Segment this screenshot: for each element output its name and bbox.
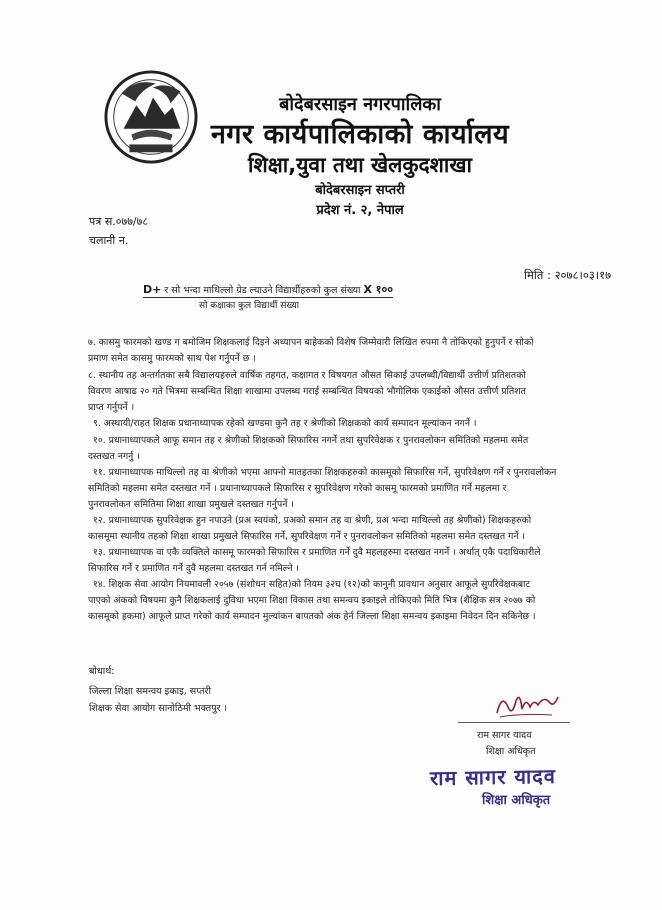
- signature-line: [458, 722, 570, 723]
- cc-item: शिक्षक सेवा आयोग सानोठिमी भक्तपुर ।: [89, 703, 228, 714]
- body-line: ७. कासमु फारमको खण्ड ग बमोजिम शिक्षकलाई दिइने अध्यापन बाहेकको विशेष जिम्मेवारी लिखित रुपमा नै तोकिएको हुनुपर्ने र सोको: [88, 337, 534, 348]
- signatory-title: शिक्षा अधिकृत: [486, 746, 536, 757]
- signatory-name: राम सागर यादव: [477, 730, 532, 741]
- title-stamp: शिक्षा अधिकृत: [482, 793, 551, 808]
- body-line: कासमूको हकमा) आफूले प्राप्त गरेको कार्य सम्पादन मुल्यांकन बापतको अंक हेर्न जिल्ला शिक्षा समन्वय इकाइमा निवेदन दिन सकिनेछ ।: [88, 611, 536, 622]
- cc-item: जिल्ला शिक्षा समन्वय इकाइ, सप्तरी: [89, 686, 211, 697]
- office-place: बोदेबरसाइन सप्तरी: [315, 183, 405, 198]
- body-line: पुनरावलोकन समितिमा शिक्षा शाखा प्रमुखले दस्तखत गर्नुपर्ने ।: [88, 499, 294, 510]
- body-line: कासमूमा स्थानीय तहको शिक्षा शाखा प्रमुखले सिफारिस गर्ने, सुपरिवेक्षण गर्ने र पुनरावलोकन समितिको महलमा समेत दस्तखत गर्ने ।: [88, 531, 525, 542]
- body-line: १४. शिक्षक सेवा आयोग नियमावली २०५७ (संशोधन सहित)को नियम ३२घ (१२)को कानुनी प्रावधान अनुसार आफूले सुपरिवेक्षकबाट: [93, 579, 531, 590]
- body-line: दस्तखत नगर्नु ।: [88, 451, 140, 462]
- body-line: सिफारिस गर्ने र प्रमाणित गर्ने दुवै महलमा दस्तखत गर्न नमिल्ने ।: [88, 563, 300, 574]
- body-line: १२. प्रधानाध्यापक सुपरिवेक्षक हुन नपाउने (प्रअ स्वयंको, प्रअको समान तह वा श्रेणी, प्रअ भन्दा माथिल्लो तह श्रेणीको) शिक्षकहरुको: [93, 515, 532, 526]
- letter-date: मिति : २०७८।०३।१७: [524, 268, 612, 282]
- letter-number: पत्र स.०७७/७८: [89, 215, 149, 228]
- body-line: ८. स्थानीय तह अन्तर्गतका सबै विद्यालयहरुले वार्षिक तहगत, कक्षागत र विषयगत औसत सिकाई उपलब्धी/विद्यार्थी उत्तीर्ण प्रतिशतको: [88, 370, 526, 381]
- body-line: पाएको अंकको विषयमा कुनै शिक्षकलाई दुविधा भएमा शिक्षा विकास तथा समन्वय इकाइले तोकिएको मिति भित्र (शैक्षिक सत्र २०७७ को: [88, 595, 536, 606]
- office-name: नगर कार्यपालिकाको कार्यालय: [210, 119, 510, 150]
- body-line: विवरण आषाढ २० गते भित्रमा सम्बन्धित शिक्षा शाखामा उपलब्ध गराई सम्बन्धित विषयको भौगोलिक एकाईको औसत उत्तीर्ण प्रतिशत: [88, 386, 526, 397]
- name-stamp: राम सागर यादव: [429, 763, 557, 791]
- formula-prefix: D+: [143, 283, 162, 296]
- section-name: शिक्षा,युवा तथा खेलकुदशाखा: [248, 153, 472, 177]
- handwritten-signature: [492, 683, 562, 723]
- body-line: प्राप्त गर्नुपर्ने ।: [88, 402, 135, 413]
- body-line: ११. प्रधानाध्यापक माथिल्लो तह वा श्रेणीको भएमा आफ्नो मातहतका शिक्षकहरुको कासमूको सिफारिस गर्ने, सुपरिवेक्षण गर्ने र पुनरावलोकन: [93, 467, 557, 478]
- body-line: प्रमाण समेत कासमु फारमको साथ पेश गर्नुपर्ने छ ।: [88, 353, 256, 364]
- body-line: ९. अस्थायी/राहत शिक्षक प्रधानाध्यापक रहेको खण्डमा कुनै तह र श्रेणीको शिक्षकको कार्य सम्पादन मूल्यांकन नगर्ने ।: [93, 418, 477, 429]
- formula-multiplier: X १००: [363, 283, 393, 296]
- body-line: समितिको महलमा समेत दस्तखत गर्ने । प्रधानाध्यापकले सिफारिस र सुपरिवेक्षण गरेको कासमू फारमको प्रमाणित गर्ने महलमा र: [88, 483, 507, 494]
- body-line: १०. प्रधानाध्यापकले आफू समान तह र श्रेणीको शिक्षकको सिफारिस नगर्ने तथा सुपरिवेक्षक र पुनरावलोकन समितिको महलमा समेत: [93, 435, 529, 446]
- nepal-emblem-icon: [102, 68, 200, 166]
- formula-numerator-text: र सो भन्दा माथिल्लो ग्रेड ल्याउने विद्यार्थीहरुको कुल संख्या: [164, 285, 361, 296]
- municipality-name: बोदेबरसाइन नगरपालिका: [279, 94, 441, 115]
- formula-denominator: सो कक्षाका कुल विद्यार्थी संख्या: [199, 301, 300, 311]
- formula-numerator: [143, 285, 393, 298]
- dispatch-number: चलानी न.: [89, 234, 129, 247]
- pass-rate-formula: [143, 282, 393, 297]
- province: प्रदेश नं. २, नेपाल: [316, 203, 404, 218]
- body-line: १३. प्रधानाध्यापक वा एकै व्यक्तिले कासमू फारमको सिफारिस र प्रमाणित गर्ने दुवै महलहरुमा दस्तखत नगर्ने । अर्थात् एकै पदाधिकारीले: [93, 547, 541, 558]
- cc-heading: बोधार्थ:: [89, 666, 115, 677]
